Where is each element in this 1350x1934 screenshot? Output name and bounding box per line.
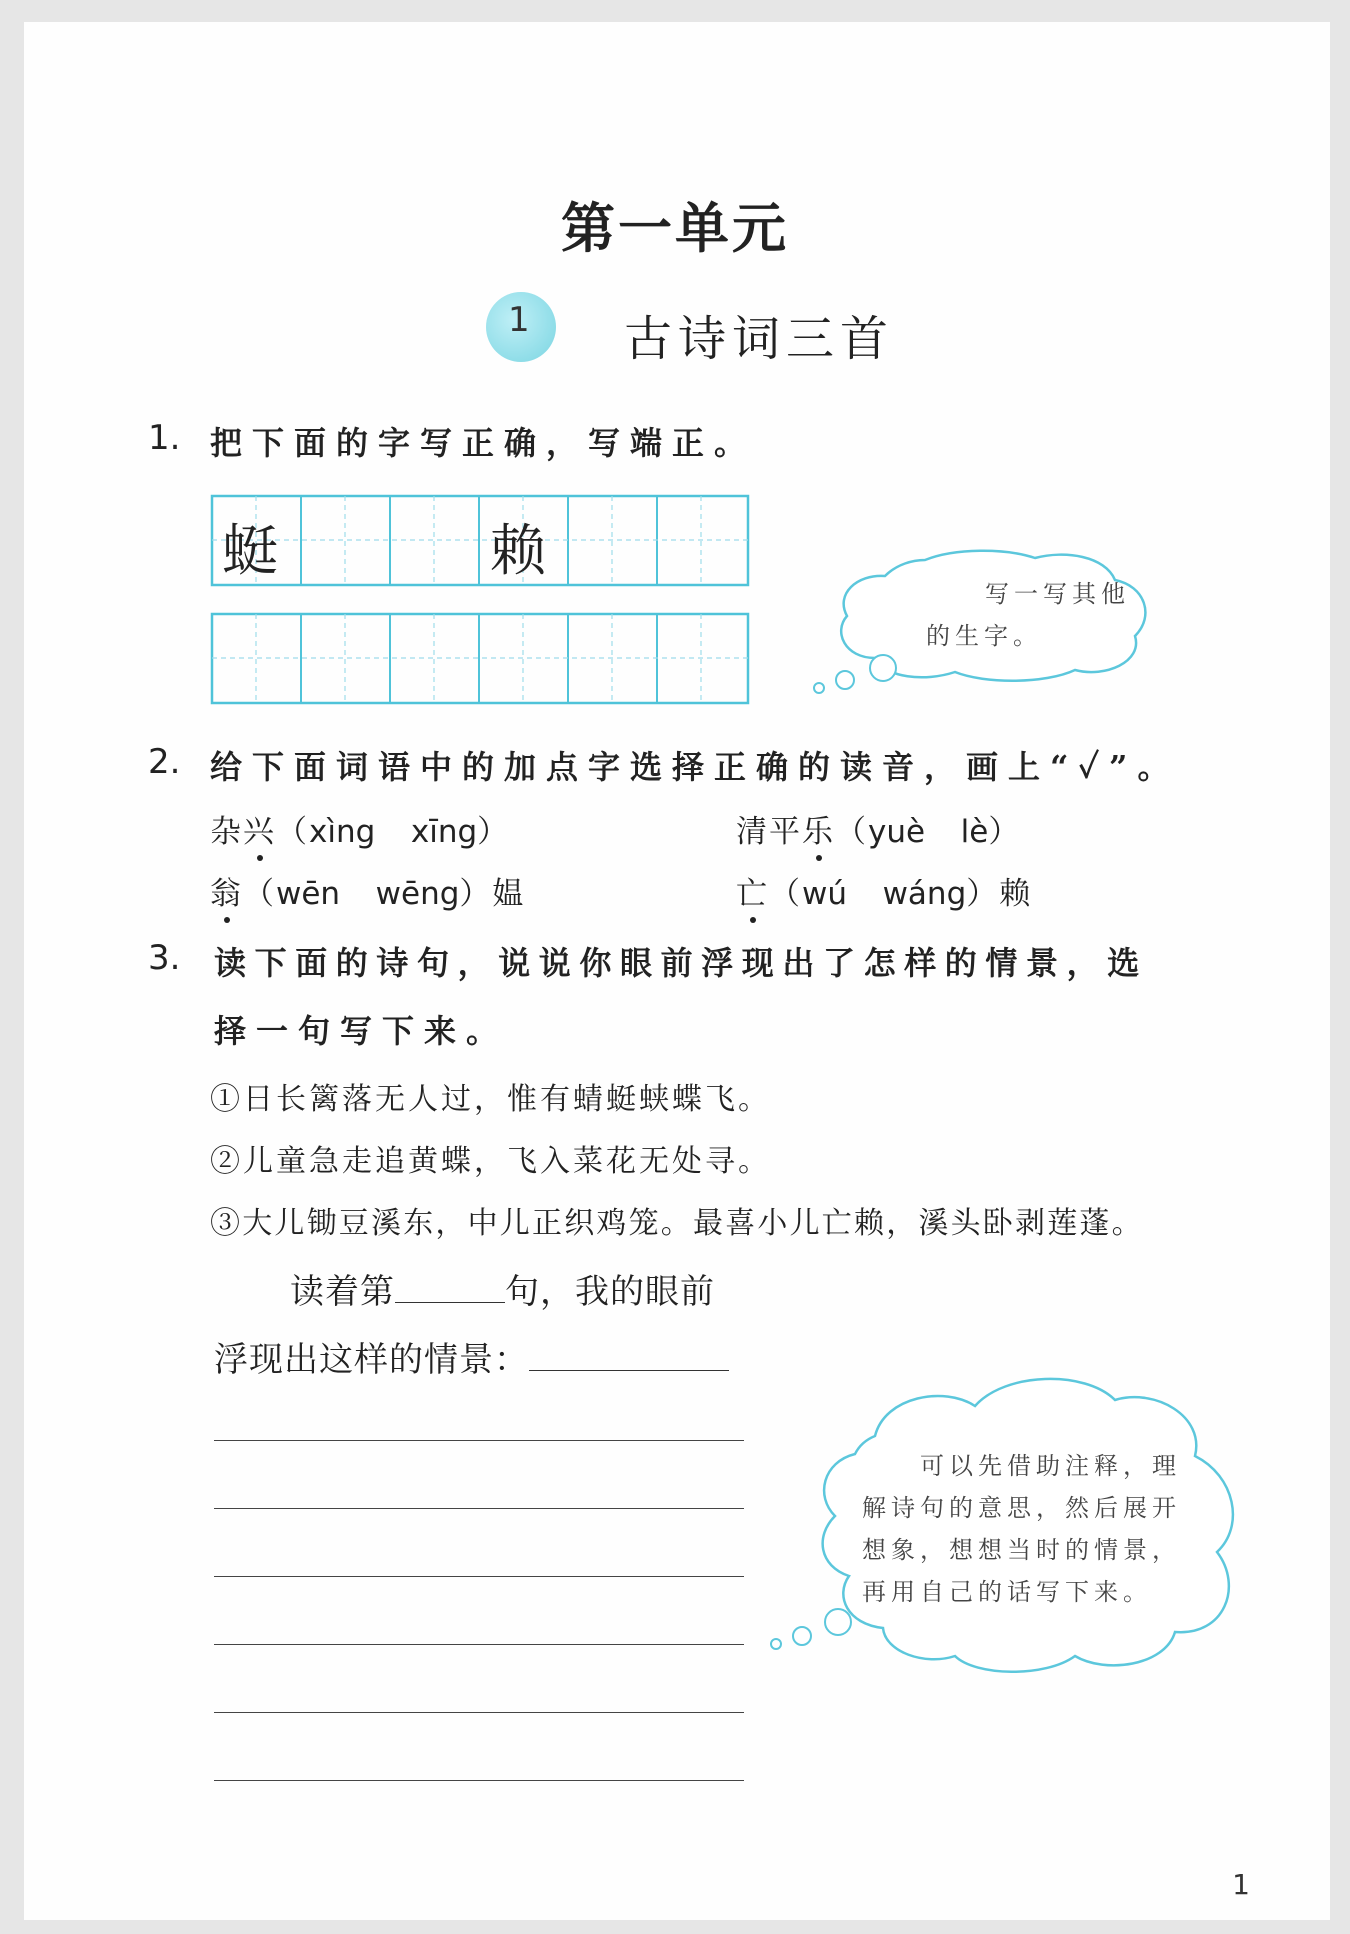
answer-line-1[interactable] [214, 1440, 744, 1441]
paren-open: （ [243, 876, 276, 912]
poem-option-2: ②儿童急走追黄蝶，飞入菜花无处寻。 [210, 1144, 771, 1179]
q2-instruction: 给下面词语中的加点字选择正确的读音，画上“✓”。 [210, 748, 1180, 786]
pinyin-option-1[interactable]: yuè [868, 814, 926, 850]
q1-instruction: 把下面的字写正确，写端正。 [210, 424, 757, 462]
grid-char-1: 蜓 [222, 519, 278, 584]
tip-1-line-1: 写一写其他 [985, 580, 1130, 608]
answer-prompt-line-2 [214, 1332, 729, 1381]
tip-2-line-4: 再用自己的话写下来。 [862, 1578, 1152, 1606]
answer-line-2[interactable] [214, 1508, 744, 1509]
answer-blank-inline[interactable] [529, 1340, 729, 1371]
paren-open: （ [276, 814, 309, 850]
answer-line-5[interactable] [214, 1712, 744, 1713]
pinyin-option-2[interactable]: wēng [375, 876, 460, 912]
poem-option-3: ③大儿锄豆溪东，中儿正织鸡笼。最喜小儿亡赖，溪头卧剥莲蓬。 [210, 1206, 1144, 1241]
q1-number: 1. [148, 418, 181, 458]
q2-item-3-suffix: 媪 [492, 876, 526, 912]
tip-2-line-3: 想象，想想当时的情景， [862, 1536, 1181, 1564]
pinyin-option-2[interactable]: lè [960, 814, 989, 850]
q2-number: 2. [148, 742, 181, 782]
lesson-title: 古诗词三首 [624, 311, 895, 367]
q2-item-4-suffix: 赖 [999, 876, 1033, 912]
q2-item-3-dotted-char: 翁 [210, 868, 243, 913]
answer-mid: 句，我的眼前 [505, 1272, 715, 1312]
grid-char-2: 赖 [490, 519, 546, 584]
answer-line-6[interactable] [214, 1780, 744, 1781]
answer-line-2-text: 浮现出这样的情景： [214, 1340, 529, 1380]
pinyin-option-2[interactable]: wáng [882, 876, 967, 912]
writing-grid-row-2[interactable] [210, 612, 750, 708]
lesson-number: 1 [508, 300, 530, 340]
q2-item-4-dotted-char: 亡 [736, 868, 769, 913]
paren-close: ） [459, 876, 493, 912]
pinyin-option-1[interactable]: wú [802, 876, 848, 912]
tip-2-line-2: 解诗句的意思，然后展开 [862, 1494, 1181, 1522]
paren-close: ） [477, 814, 511, 850]
writing-grid-row-1[interactable] [210, 494, 750, 590]
paren-close: ） [988, 814, 1022, 850]
sentence-number-blank[interactable] [395, 1272, 505, 1303]
pinyin-option-1[interactable]: xìng [309, 814, 376, 850]
q3-instruction-line-2: 择一句写下来。 [214, 1012, 509, 1050]
paren-close: ） [966, 876, 1000, 912]
answer-prompt-line-1 [290, 1264, 715, 1313]
q2-item-2[interactable] [736, 806, 1021, 851]
pinyin-option-2[interactable]: xīng [410, 814, 478, 850]
q2-item-1-dotted-char: 兴 [243, 806, 276, 851]
unit-title: 第一单元 [561, 196, 789, 260]
q2-item-1[interactable] [210, 806, 510, 851]
q2-item-2-prefix: 清平 [736, 814, 802, 850]
q2-item-3[interactable] [210, 868, 525, 913]
page-number: 1 [1232, 1868, 1250, 1901]
answer-prefix: 读着第 [290, 1272, 395, 1312]
poem-option-1: ①日长篱落无人过，惟有蜻蜓蛱蝶飞。 [210, 1082, 771, 1117]
pinyin-option-1[interactable]: wēn [276, 876, 341, 912]
thought-cloud-tip-2 [765, 1366, 1245, 1686]
q3-number: 3. [148, 938, 181, 978]
answer-line-4[interactable] [214, 1644, 744, 1645]
q2-item-2-dotted-char: 乐 [802, 806, 835, 851]
paren-open: （ [769, 876, 802, 912]
q3-instruction-line-1: 读下面的诗句，说说你眼前浮现出了怎样的情景，选 [214, 944, 1148, 982]
tip-2-line-1: 可以先借助注释，理 [920, 1452, 1181, 1480]
q2-item-4[interactable] [736, 868, 1032, 913]
paren-open: （ [835, 814, 868, 850]
tip-1-line-2: 的生字。 [926, 622, 1042, 650]
answer-line-3[interactable] [214, 1576, 744, 1577]
q2-item-1-prefix: 杂 [210, 814, 243, 850]
